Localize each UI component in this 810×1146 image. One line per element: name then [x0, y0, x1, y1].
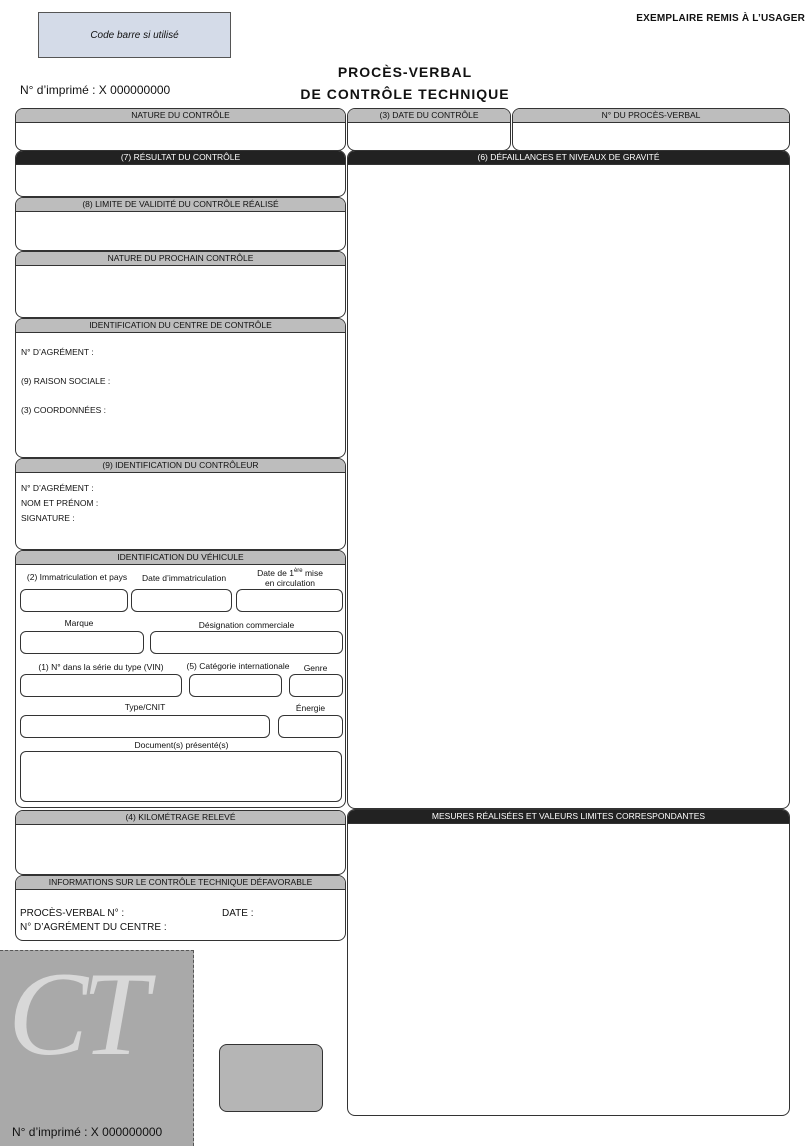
centre-coordonnees-label: (3) COORDONNÉES :: [21, 405, 107, 415]
centre-header: IDENTIFICATION DU CENTRE DE CONTRÔLE: [16, 319, 345, 333]
barcode-placeholder: [38, 12, 231, 58]
stamp-printed-number: N° d’imprimé : X 000000000: [12, 1125, 163, 1139]
controleur-nom-label: NOM ET PRÉNOM :: [21, 498, 99, 508]
kilometrage-header: (4) KILOMÉTRAGE RELEVÉ: [16, 811, 345, 825]
premiere-mise-c: en circulation: [264, 577, 316, 588]
nature-controle-box: [15, 108, 346, 151]
premiere-mise-b: mise: [302, 567, 323, 578]
controleur-agrement-label: N° D’AGRÉMENT :: [21, 483, 94, 493]
numero-pv-box: [512, 108, 790, 151]
immatriculation-input[interactable]: [20, 589, 128, 612]
copy-label: EXEMPLAIRE REMIS À L’USAGER: [636, 13, 805, 24]
marque-label: Marque: [64, 618, 94, 628]
mesures-header: MESURES RÉALISÉES ET VALEURS LIMITES CORRESPONDANTES: [348, 810, 789, 824]
date-immat-label: Date d’immatriculation: [141, 573, 227, 583]
controleur-header: (9) IDENTIFICATION DU CONTRÔLEUR: [16, 459, 345, 473]
prochain-controle-box: [15, 251, 346, 318]
defavorable-header: INFORMATIONS SUR LE CONTRÔLE TECHNIQUE DÉFAVORABLE: [16, 876, 345, 890]
defavorable-pv-label: PROCÈS-VERBAL N° :: [20, 908, 125, 919]
premiere-mise-input[interactable]: [236, 589, 343, 612]
grey-placeholder-box: [219, 1044, 323, 1112]
printed-number: N° d’imprimé : X 000000000: [20, 83, 171, 97]
designation-input[interactable]: [150, 631, 343, 654]
barcode-label: Code barre si utilisé: [90, 29, 179, 41]
resultat-header: (7) RÉSULTAT DU CONTRÔLE: [16, 151, 345, 165]
controleur-box: [15, 458, 346, 550]
kilometrage-box: [15, 810, 346, 875]
vehicule-header: IDENTIFICATION DU VÉHICULE: [16, 551, 345, 565]
ct-stamp: [0, 950, 194, 1146]
centre-agrement-label: N° D’AGRÉMENT :: [21, 347, 94, 357]
resultat-box: [15, 150, 346, 197]
defavorable-box: [15, 875, 346, 941]
mesures-box: [347, 809, 790, 1116]
date-controle-box: [347, 108, 511, 151]
genre-label: Genre: [303, 663, 328, 673]
energie-input[interactable]: [278, 715, 343, 738]
type-cnit-input[interactable]: [20, 715, 270, 738]
date-immat-input[interactable]: [131, 589, 232, 612]
marque-input[interactable]: [20, 631, 144, 654]
immatriculation-label: (2) Immatriculation et pays: [26, 572, 128, 582]
prochain-controle-header: NATURE DU PROCHAIN CONTRÔLE: [16, 252, 345, 266]
defavorable-date-label: DATE :: [222, 908, 254, 919]
categorie-input[interactable]: [189, 674, 282, 697]
premiere-mise-a: Date de 1: [257, 567, 294, 578]
limite-validite-box: [15, 197, 346, 251]
categorie-label: (5) Catégorie internationale: [186, 661, 290, 671]
date-controle-header: (3) DATE DU CONTRÔLE: [348, 109, 510, 123]
defaillances-box: [347, 150, 790, 809]
designation-label: Désignation commerciale: [198, 620, 295, 630]
energie-label: Énergie: [295, 703, 326, 713]
premiere-mise-sup: ère: [293, 568, 303, 574]
documents-input[interactable]: [20, 751, 342, 802]
page-title-line2: DE CONTRÔLE TECHNIQUE: [300, 86, 510, 102]
ct-logo: CT: [8, 950, 143, 1080]
vehicule-box: [15, 550, 346, 808]
documents-label: Document(s) présenté(s): [134, 740, 229, 750]
controleur-signature-label: SIGNATURE :: [21, 513, 75, 523]
type-cnit-label: Type/CNIT: [124, 702, 166, 712]
page-title-line1: PROCÈS-VERBAL: [337, 64, 473, 80]
vin-label: (1) N° dans la série du type (VIN): [38, 662, 164, 672]
vin-input[interactable]: [20, 674, 182, 697]
centre-box: [15, 318, 346, 458]
defavorable-agrement-label: N° D’AGRÉMENT DU CENTRE :: [20, 922, 167, 933]
premiere-mise-label: [236, 566, 344, 588]
numero-pv-header: N° DU PROCÈS-VERBAL: [513, 109, 789, 123]
genre-input[interactable]: [289, 674, 343, 697]
centre-raison-sociale-label: (9) RAISON SOCIALE :: [21, 376, 111, 386]
limite-validite-header: (8) LIMITE DE VALIDITÉ DU CONTRÔLE RÉALISÉ: [16, 198, 345, 212]
nature-controle-header: NATURE DU CONTRÔLE: [16, 109, 345, 123]
defaillances-header: (6) DÉFAILLANCES ET NIVEAUX DE GRAVITÉ: [348, 151, 789, 165]
